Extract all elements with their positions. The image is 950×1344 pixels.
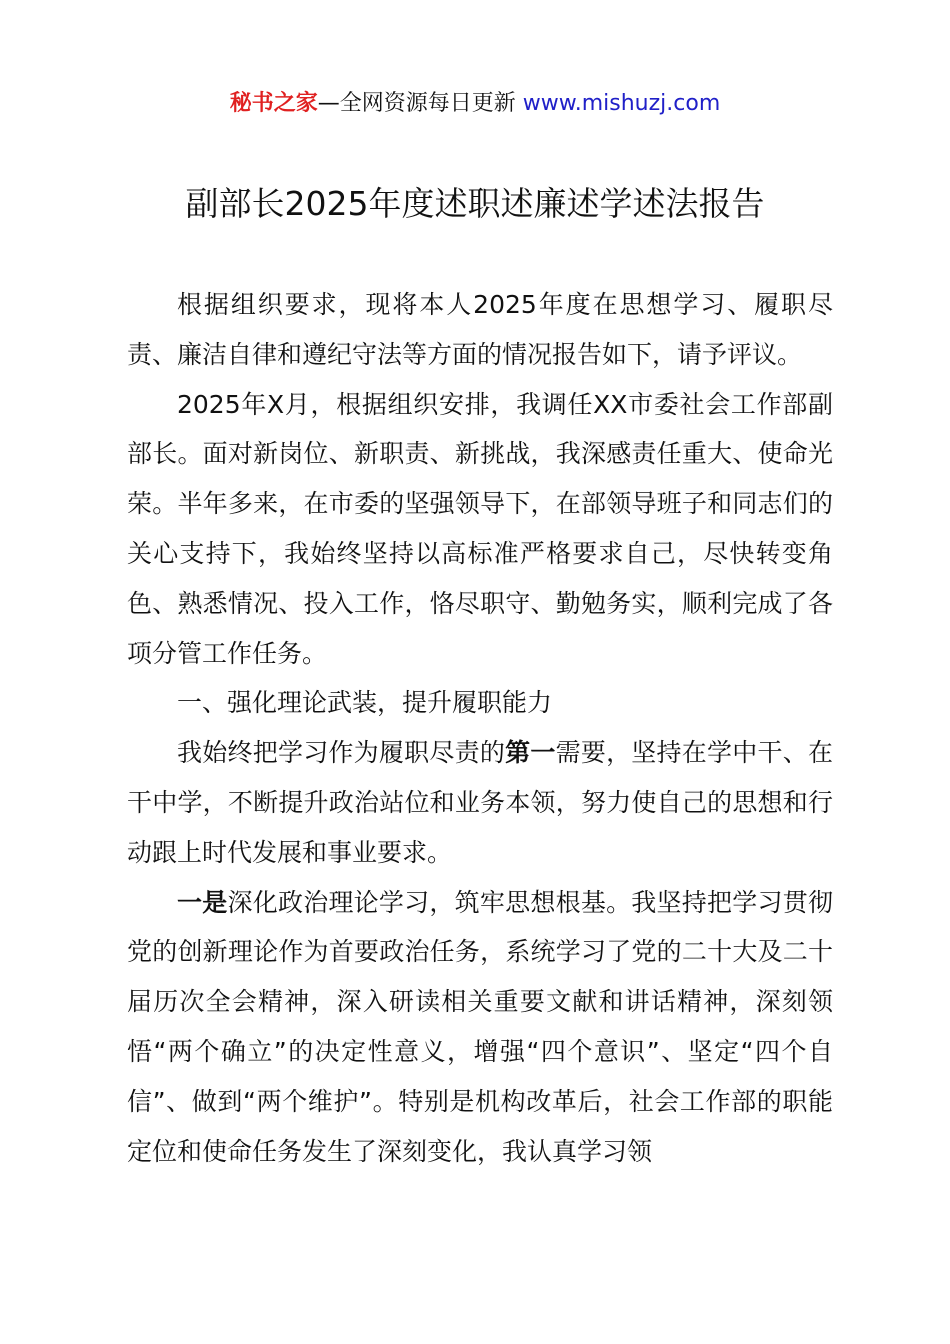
- point-one-label: 一是: [177, 887, 228, 917]
- paragraph-appointment: 2025年X月，根据组织安排，我调任XX市委社会工作部副部长。面对新岗位、新职责、新挑战，我深感责任重大、使命光荣。半年多来，在市委的坚强领导下，在部领导班子和同志们的关心支持下，我始终坚持以高标准严格要求自己，尽快转变角色、熟悉情况、投入工作，恪尽职守、勤勉务实，顺利完成了各项分管工作任务。: [127, 389, 833, 668]
- document-title: 副部长2025年度述职述廉述学述法报告: [185, 184, 765, 223]
- paragraph-learning-text-a: 我始终把学习作为履职尽责的: [177, 738, 506, 768]
- paragraph-learning: [127, 728, 833, 877]
- paragraph-intro: 根据组织要求，现将本人2025年度在思想学习、履职尽责、廉洁自律和遵纪守法等方面的情况报告如下，请予评议。: [127, 290, 833, 369]
- header-tagline: —全网资源每日更新: [317, 91, 523, 116]
- paragraph-learning-text-b: 需要，坚持在学中干、在干中学，不断提升政治站位和业务本领，努力使自己的思想和行动跟上时代发展和事业要求。: [127, 738, 833, 867]
- site-url-link[interactable]: www.mishuzj.com: [522, 91, 721, 116]
- paragraph-point-one: [127, 878, 833, 1177]
- brand-name: 秘书之家: [229, 91, 318, 116]
- paragraph-learning-bold: 第一: [505, 738, 556, 768]
- document-body: [127, 280, 833, 1176]
- section-heading-1: 一、强化理论武装，提升履职能力: [177, 688, 553, 718]
- point-one-text: 深化政治理论学习，筑牢思想根基。我坚持把学习贯彻党的创新理论作为首要政治任务，系统学习了党的二十大及二十届历次全会精神，深入研读相关重要文献和讲话精神，深刻领悟“两个确立”的决定性意义，增强“四个意识”、坚定“四个自信”、做到“两个维护”。特别是机构改革后，社会工作部的职能定位和使命任务发生了深刻变化，我认真学习领: [127, 887, 833, 1166]
- site-header: [0, 88, 950, 120]
